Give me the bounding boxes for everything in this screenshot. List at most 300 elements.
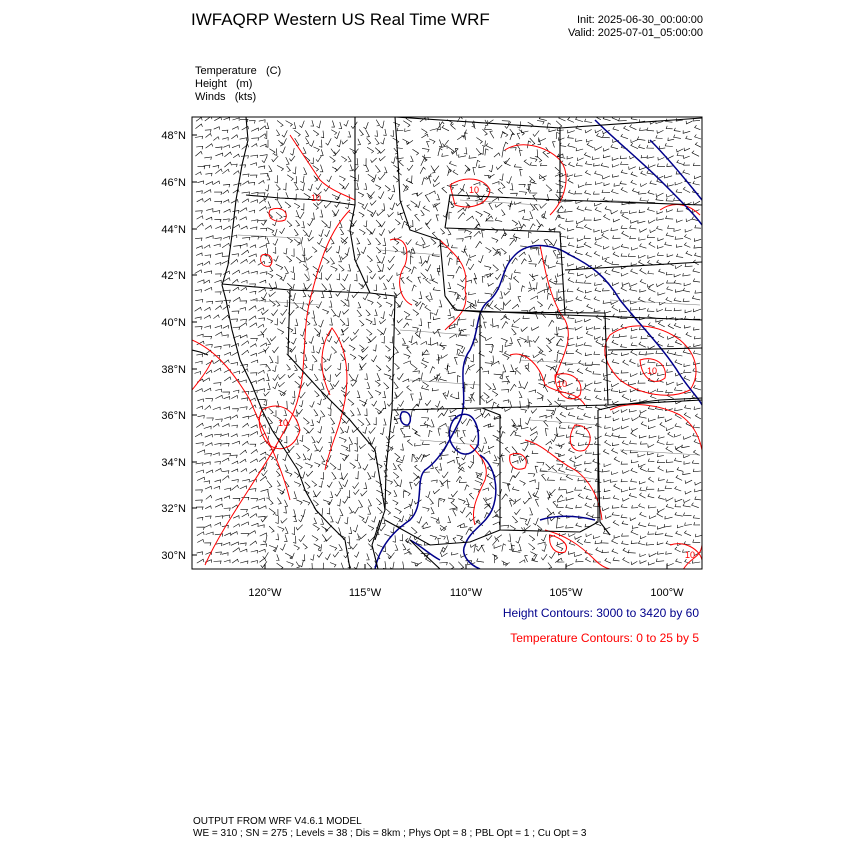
wind-barb (694, 522, 700, 525)
wind-barb (349, 374, 353, 381)
wind-barb (259, 558, 265, 562)
wind-barb (368, 525, 374, 530)
wind-barb (683, 472, 691, 475)
wind-barb (267, 383, 270, 390)
wind-barb (594, 326, 600, 329)
wind-barb (419, 291, 422, 298)
wind-barb (277, 165, 284, 171)
wind-barb (667, 393, 674, 398)
wind-barb (215, 326, 222, 329)
wind-barb (568, 343, 575, 346)
wind-barb (560, 412, 566, 417)
wind-barb (537, 359, 543, 364)
wind-barb (269, 408, 274, 414)
wind-barb (638, 220, 646, 223)
wind-barb (222, 130, 228, 133)
wind-barb (647, 308, 654, 311)
wind-barb (317, 121, 321, 128)
wind-barb (619, 309, 627, 312)
wind-barb (548, 477, 555, 480)
wind-barb (519, 221, 522, 228)
wind-barb (240, 450, 247, 455)
lat-tick-label: 40°N (161, 317, 186, 329)
wind-barb (559, 468, 566, 473)
wind-barb (280, 228, 285, 234)
wind-barb (613, 219, 620, 222)
wind-barb (195, 136, 203, 139)
wind-barb (677, 153, 683, 156)
wind-barb (501, 432, 506, 438)
wind-barb (355, 444, 358, 451)
wind-barb (485, 337, 492, 340)
wind-barb (398, 301, 403, 307)
wind-barb (259, 181, 265, 184)
wind-barb (514, 276, 520, 282)
model-parameters: WE = 310 ; SN = 275 ; Levels = 38 ; Dis = 8km ; Phys Opt = 8 ; PBL Opt = 1 ; Cu Opt = 3 (193, 828, 587, 839)
wind-barb (266, 491, 269, 498)
wind-barb (433, 489, 440, 494)
wind-barb (260, 544, 266, 547)
wind-barb (621, 253, 627, 256)
wind-barb (665, 143, 673, 146)
wind-barb (605, 433, 611, 437)
wind-barb (441, 553, 448, 557)
wind-barb (205, 506, 211, 509)
wind-barb (531, 436, 537, 442)
wind-barb (568, 190, 574, 195)
wind-barb (224, 508, 231, 511)
wind-barb (222, 434, 229, 437)
wind-barb (505, 447, 510, 453)
wind-barb (258, 350, 266, 353)
wind-barb (575, 250, 583, 255)
wind-barb (367, 147, 374, 153)
wind-barb (533, 518, 538, 525)
wind-barb (402, 338, 405, 344)
wind-barb (327, 482, 332, 487)
wind-barb (478, 255, 483, 263)
wind-barb (568, 228, 575, 231)
wind-barb (675, 265, 682, 269)
wind-barb (293, 327, 296, 333)
wind-barb (488, 283, 494, 286)
wind-barb (374, 284, 377, 290)
wind-barb (325, 230, 330, 236)
wind-barb (197, 199, 204, 202)
wind-barb (612, 157, 618, 160)
wind-barb (443, 393, 447, 400)
wind-barb (204, 378, 210, 381)
wind-barb (596, 547, 603, 552)
wind-barb (363, 516, 368, 523)
wind-barb (267, 427, 270, 433)
wind-barb (553, 142, 556, 148)
wind-barb (476, 414, 483, 419)
wind-barb (409, 499, 413, 506)
wind-barb (685, 480, 692, 483)
wind-barb (568, 243, 574, 247)
wind-barb (621, 244, 629, 248)
wind-barb (554, 327, 557, 335)
wind-barb (552, 466, 557, 472)
wind-barb (576, 505, 582, 508)
wind-barb (231, 363, 238, 366)
wind-barb (222, 256, 229, 259)
wind-barb (214, 280, 221, 283)
wind-barb (483, 424, 491, 427)
wind-barb (424, 155, 431, 158)
wind-barb (557, 504, 564, 507)
wind-barb (430, 367, 435, 374)
wind-barb (276, 212, 282, 219)
wind-barb (693, 309, 701, 312)
wind-barb (205, 226, 212, 230)
wind-barb (223, 326, 229, 329)
wind-barb (547, 123, 551, 129)
wind-barb (501, 248, 507, 254)
wind-barb (250, 444, 256, 447)
wind-barb (232, 145, 240, 148)
wind-barb (416, 242, 422, 247)
wind-barb (469, 155, 476, 158)
wind-barb (375, 185, 381, 190)
wind-barb (480, 147, 483, 155)
wind-barb (575, 536, 582, 539)
wind-barb (411, 249, 414, 257)
wind-barb (369, 427, 376, 433)
wind-barb (240, 549, 247, 552)
wind-barb (335, 372, 341, 376)
wind-barb (476, 472, 482, 477)
wind-barb (433, 166, 439, 172)
wind-barb (213, 383, 221, 386)
wind-barb (529, 274, 535, 281)
wind-barb (686, 251, 692, 256)
wind-barb (222, 169, 229, 174)
wind-barb (585, 353, 592, 356)
wind-barb (513, 549, 521, 553)
wind-barb (674, 135, 681, 139)
wind-barb (514, 164, 521, 167)
wind-barb (231, 135, 238, 139)
wind-barb (368, 391, 373, 398)
wind-barb (260, 155, 268, 158)
wind-barb (631, 263, 637, 266)
wind-barb (657, 460, 665, 463)
wind-barb (553, 365, 557, 371)
wind-barb (481, 545, 484, 552)
wind-barb (667, 563, 674, 566)
wind-barb (345, 426, 349, 433)
wind-barb (303, 500, 310, 505)
wind-barb (398, 480, 402, 487)
wind-barb (447, 228, 451, 235)
wind-barb (380, 121, 384, 128)
wind-barb (417, 517, 422, 524)
wind-barb (224, 352, 231, 355)
wind-barb (684, 364, 690, 367)
wind-barb (215, 226, 221, 229)
wind-barb (322, 284, 327, 291)
wind-barb (404, 491, 407, 498)
wind-barb (433, 317, 440, 320)
wind-barb (224, 417, 230, 420)
wind-barb (490, 131, 494, 138)
wind-barb (649, 553, 657, 556)
wind-barb (197, 552, 203, 555)
wind-barb (197, 263, 203, 266)
wind-barb (354, 489, 360, 494)
wind-barb (518, 296, 521, 302)
wind-barb (631, 335, 637, 338)
wind-barb (482, 230, 485, 237)
wind-barb (667, 280, 675, 283)
wind-barb (251, 138, 258, 141)
wind-barb (648, 494, 654, 498)
wind-barb (195, 389, 202, 392)
wind-barb (613, 520, 619, 525)
wind-barb (456, 267, 462, 274)
wind-barb (519, 184, 526, 187)
wind-barb (501, 316, 507, 320)
wind-barb (224, 560, 230, 563)
wind-barb (357, 408, 360, 415)
wind-barb (413, 310, 419, 316)
wind-barb (314, 544, 321, 550)
wind-barb (556, 132, 559, 139)
wind-barb (269, 508, 275, 514)
wind-barb (485, 293, 493, 297)
wind-barb (260, 174, 268, 177)
wind-barb (276, 534, 279, 540)
wind-barb (558, 210, 565, 213)
wind-barb (349, 507, 353, 514)
wind-barb (240, 308, 246, 311)
wind-barb (314, 518, 317, 524)
wind-barb (667, 254, 673, 257)
wind-barb (456, 239, 463, 242)
wind-barb (375, 130, 378, 136)
wind-barb (602, 469, 610, 472)
wind-barb (410, 220, 413, 227)
wind-barb (493, 463, 499, 467)
wind-barb (275, 175, 278, 183)
wind-barb (621, 225, 627, 228)
wind-barb (448, 309, 451, 316)
wind-barb (628, 550, 636, 553)
wind-barb (587, 139, 593, 142)
wind-barb (515, 368, 521, 375)
wind-barb (380, 264, 384, 271)
wind-barb (206, 134, 212, 138)
wind-barb (451, 501, 457, 507)
wind-barb (214, 346, 221, 349)
wind-barb (224, 407, 230, 410)
wind-barb (313, 500, 318, 506)
wind-barb (214, 443, 221, 446)
wind-barb (465, 306, 471, 309)
wind-barb (375, 390, 381, 395)
wind-barb (231, 164, 237, 167)
wind-barb (523, 498, 530, 503)
wind-barb (449, 291, 456, 295)
wind-barb (214, 486, 220, 489)
wind-barb (613, 174, 620, 177)
lat-tick-label: 48°N (161, 130, 186, 142)
wind-barb (330, 516, 333, 522)
wind-barb (251, 523, 258, 526)
wind-barb (381, 311, 385, 318)
wind-barb (465, 485, 469, 491)
wind-barb (431, 480, 437, 483)
wind-barb (605, 558, 611, 563)
wind-barb (411, 527, 417, 534)
wind-barb (272, 347, 278, 353)
wind-barb (420, 425, 428, 428)
wind-barb (576, 559, 584, 562)
wind-barb (541, 163, 548, 166)
wind-barb (508, 534, 511, 542)
wind-barb (429, 176, 432, 183)
wind-barb (231, 319, 238, 322)
wind-barb (592, 515, 600, 518)
wind-barb (612, 539, 618, 544)
wind-barb (397, 373, 403, 379)
wind-barb (613, 252, 619, 257)
wind-barb (358, 192, 364, 197)
wind-barb (493, 383, 496, 390)
wind-barb (568, 270, 574, 274)
wind-barb (214, 523, 221, 526)
wind-barb (350, 354, 356, 359)
wind-barb (249, 414, 257, 417)
wind-barb (529, 535, 534, 541)
wind-barb (340, 400, 344, 406)
wind-barb (383, 247, 386, 254)
wind-barb (667, 382, 674, 385)
wind-barb (260, 343, 267, 347)
wind-barb (403, 121, 410, 127)
wind-barb (401, 247, 404, 253)
wind-barb (657, 509, 664, 512)
wind-barb (298, 212, 304, 219)
wind-barb (576, 117, 584, 122)
wind-barb (302, 554, 305, 561)
wind-barb (358, 419, 364, 426)
wind-barb (233, 225, 239, 229)
wind-barb (675, 458, 682, 462)
wind-barb (622, 231, 629, 237)
wind-barb (656, 197, 664, 201)
wind-barb (488, 446, 494, 449)
wind-barb (296, 257, 301, 263)
wind-barb (639, 522, 647, 527)
wind-barb (440, 146, 447, 149)
wind-barb (520, 356, 524, 363)
wind-barb (291, 338, 296, 344)
lat-tick-label: 36°N (161, 410, 186, 422)
wind-barb (622, 489, 629, 492)
wind-barb (410, 156, 413, 162)
wind-barb (196, 253, 202, 256)
wind-barb (649, 516, 656, 519)
wind-barb (545, 429, 548, 437)
wind-barb (515, 202, 522, 205)
wind-barb (502, 121, 510, 124)
wind-barb (407, 386, 412, 392)
wind-barb (419, 392, 422, 399)
wind-barb (514, 472, 520, 478)
wind-barb (502, 494, 508, 500)
wind-barb (409, 509, 412, 516)
wind-barb (694, 385, 702, 390)
wind-barb (330, 383, 333, 389)
wind-barb (686, 121, 692, 124)
wind-barb (622, 394, 629, 400)
wind-barb (593, 452, 600, 455)
wind-barb (433, 176, 439, 182)
wind-barb (459, 154, 466, 157)
wind-barb (289, 156, 295, 161)
wind-barb (359, 500, 363, 508)
wind-barb (536, 482, 539, 489)
wind-barb (566, 219, 574, 222)
wind-barb (195, 151, 202, 156)
lat-tick-label: 30°N (161, 550, 186, 562)
wind-barb (417, 454, 422, 459)
wind-barb (314, 391, 319, 397)
wind-barb (693, 351, 700, 355)
wind-barb (447, 275, 454, 278)
wind-barb (392, 185, 395, 192)
wind-barb (364, 373, 367, 379)
wind-barb (295, 184, 299, 191)
wind-barb (259, 289, 266, 293)
wind-barb (476, 241, 482, 248)
wind-barb (632, 328, 638, 331)
wind-barb (290, 284, 294, 290)
wind-barb (334, 210, 340, 216)
wind-barb (656, 559, 664, 562)
wind-barb (585, 207, 592, 211)
wind-barb (432, 278, 438, 283)
wind-barb (205, 130, 211, 133)
wind-barb (684, 513, 692, 516)
wind-barb (584, 152, 590, 157)
wind-barb (355, 175, 359, 182)
wind-barb (612, 283, 619, 286)
wind-barb (530, 552, 536, 557)
wind-barb (494, 455, 497, 461)
wind-barb (390, 203, 395, 210)
wind-barb (566, 383, 573, 386)
wind-barb (232, 441, 240, 444)
wind-barb (586, 534, 592, 537)
wind-barb (293, 536, 296, 543)
wind-barb (276, 185, 280, 191)
wind-barb (223, 236, 229, 239)
wind-barb (657, 217, 664, 220)
wind-barb (242, 479, 249, 482)
wind-barbs (195, 113, 702, 570)
wind-barb (223, 542, 230, 545)
wind-barb (694, 407, 700, 410)
wind-barb (303, 283, 306, 289)
wind-barb (659, 146, 665, 149)
wind-barb (576, 343, 583, 346)
wind-barb (372, 401, 377, 406)
wind-barb (415, 562, 422, 566)
